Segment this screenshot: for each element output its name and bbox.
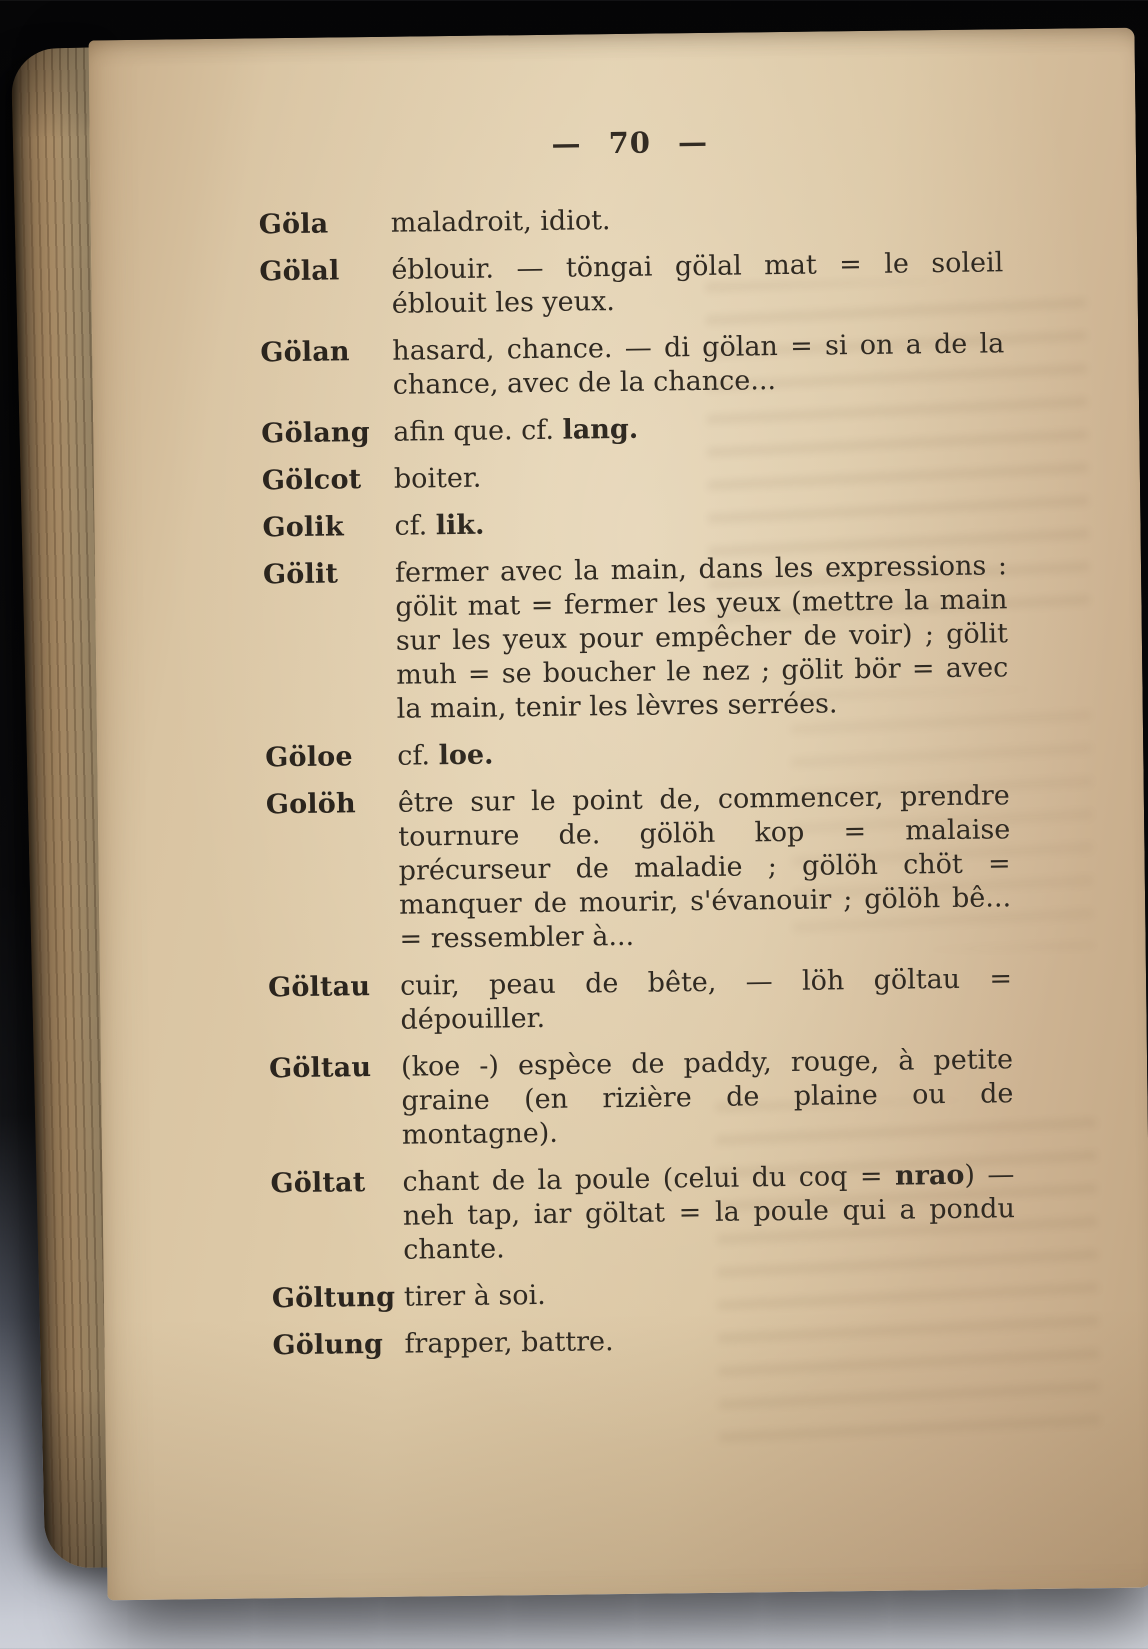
- entry-definition: chant de la poule (celui du coq = nrao) — neh tap, iar göltat = la poule qui a pondu chante.: [402, 1159, 1016, 1266]
- entry-definition: fermer avec la main, dans les expressions : gölit mat = fermer les yeux (mettre la main sur les yeux pour empêcher de voir) ; gölit muh = se boucher le nez ; gölit bör = avec la main, tenir les lèvres serrées.: [394, 550, 1009, 725]
- entry-headword: Göltau: [268, 1052, 372, 1085]
- entry-definition: frapper, battre.: [404, 1326, 614, 1360]
- entry-headword: Göltung: [271, 1281, 396, 1315]
- dictionary-entry: [261, 408, 1005, 451]
- entry-definition: (koe -) espèce de paddy, rouge, à petite graine (en rizière de plaine ou de montagne).: [400, 1044, 1014, 1151]
- dictionary-entry: [262, 502, 1006, 545]
- entry-headword: Gölan: [260, 336, 350, 369]
- dictionary-entry: [272, 1273, 1016, 1316]
- page-number: — 70 —: [551, 124, 709, 161]
- book-page: [89, 28, 1148, 1601]
- dictionary-entry: [259, 199, 1003, 242]
- entry-definition: hasard, chance. — di gölan = si on a de la chance, avec de la chance...: [392, 328, 1005, 401]
- entry-headword: Göloe: [265, 741, 353, 774]
- dictionary-entry: [263, 549, 1009, 728]
- entry-definition: tirer à soi.: [403, 1279, 546, 1313]
- dictionary-entry: [268, 962, 1013, 1039]
- entry-definition: afin que. cf. lang.: [393, 413, 639, 448]
- entry-headword: Golik: [262, 511, 344, 544]
- entry-definition: être sur le point de, commencer, prendre tournure de. gölöh kop = malaise précurseur de maladie ; gölöh chöt = manquer de mourir, s'évanouir ; gölöh bê... = ressembler à...: [397, 780, 1012, 955]
- dictionary-entry: [259, 246, 1004, 323]
- dictionary-entry: [262, 455, 1006, 498]
- entry-headword: Gölung: [272, 1328, 384, 1362]
- dictionary-entry: [270, 1158, 1015, 1269]
- entry-definition: éblouir. — töngai gölal mat = le soleil éblouit les yeux.: [391, 247, 1004, 320]
- entry-list: [259, 199, 1017, 1363]
- entry-headword: Göltat: [270, 1167, 366, 1200]
- dictionary-entry: [269, 1043, 1014, 1154]
- entry-headword: Gölal: [259, 255, 340, 288]
- entry-headword: Göla: [258, 208, 329, 241]
- entry-definition: boiter.: [393, 462, 482, 495]
- entry-definition: cf. loe.: [397, 739, 494, 772]
- dictionary-entry: [272, 1320, 1016, 1363]
- entry-headword: Göltau: [267, 971, 371, 1004]
- entry-definition: cuir, peau de bête, — löh göltau = dépouiller.: [399, 963, 1013, 1036]
- entry-headword: Golöh: [265, 788, 357, 821]
- entry-headword: Gölit: [262, 558, 339, 591]
- dictionary-entry: [260, 327, 1005, 404]
- dictionary-entry: [265, 732, 1009, 775]
- entry-headword: Gölang: [261, 417, 371, 450]
- entry-definition: cf. lik.: [394, 509, 485, 542]
- entry-definition: maladroit, idiot.: [390, 205, 611, 239]
- entry-headword: Gölcot: [261, 464, 362, 497]
- page-content: [258, 121, 1017, 1363]
- dictionary-entry: [266, 779, 1012, 958]
